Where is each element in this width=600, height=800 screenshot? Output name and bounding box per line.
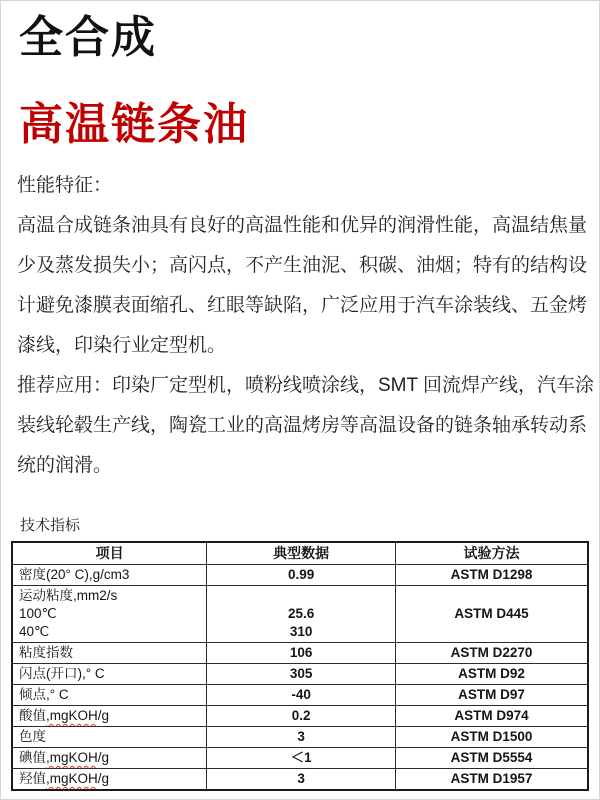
spec-method-cell: ASTM D92	[396, 664, 588, 685]
spec-item-cell: 酸值,mgKOH/g	[12, 706, 207, 727]
product-title: 全合成	[19, 13, 157, 62]
spec-value-cell: 25.6 310	[207, 586, 396, 643]
spec-method-cell: ASTM D445	[396, 586, 588, 643]
spec-row	[12, 664, 588, 685]
text-line: 高温合成链条油具有良好的高温性能和优异的润滑性能，高温结焦量	[17, 215, 588, 237]
text-line: 装线轮毂生产线，陶瓷工业的高温烤房等高温设备的链条轴承转动系	[17, 415, 588, 437]
spec-row	[12, 643, 588, 664]
spec-item-cell: 色度	[12, 727, 207, 748]
text-line: 漆线，印染行业定型机。	[17, 335, 227, 357]
application-paragraph	[17, 366, 595, 486]
col-header-method: 试验方法	[396, 542, 588, 565]
spec-value-cell: 106	[207, 643, 396, 664]
spec-method-cell: ASTM D1298	[396, 565, 588, 586]
description-block	[17, 166, 595, 486]
col-header-item: 项目	[12, 542, 207, 565]
table-caption: 技术指标	[20, 517, 81, 535]
spec-method-cell: ASTM D2270	[396, 643, 588, 664]
col-header-typical: 典型数据	[207, 542, 396, 565]
spec-method-cell: ASTM D1500	[396, 727, 588, 748]
spec-value-cell: -40	[207, 685, 396, 706]
text-line: 计避免漆膜表面缩孔、红眼等缺陷，广泛应用于汽车涂装线、五金烤	[17, 295, 588, 317]
text-line: 少及蒸发损失小；高闪点，不产生油泥、积碳、油烟；特有的结构设	[17, 255, 588, 277]
spec-table	[11, 541, 589, 791]
spec-value-cell: 0.99	[207, 565, 396, 586]
spec-row	[12, 586, 588, 643]
spec-value-cell: ＜1	[207, 748, 396, 769]
spec-method-cell: ASTM D974	[396, 706, 588, 727]
spec-value-cell: 0.2	[207, 706, 396, 727]
product-subtitle: 高温链条油	[19, 99, 249, 149]
spec-method-cell: ASTM D1957	[396, 769, 588, 791]
spec-item-cell: 碘值,mgKOH/g	[12, 748, 207, 769]
spec-item-cell: 羟值,mgKOH/g	[12, 769, 207, 791]
spec-value-cell: 305	[207, 664, 396, 685]
spec-row	[12, 565, 588, 586]
performance-heading: 性能特征：	[17, 175, 113, 197]
spec-row	[12, 706, 588, 727]
spec-item-cell: 倾点,° C	[12, 685, 207, 706]
spec-item-cell: 运动粘度,mm2/s 100℃ 40℃	[12, 586, 207, 643]
spec-item-cell: 粘度指数	[12, 643, 207, 664]
spec-row	[12, 685, 588, 706]
spec-row	[12, 769, 588, 791]
spec-value-cell: 3	[207, 769, 396, 791]
spec-item-cell: 闪点(开口),° C	[12, 664, 207, 685]
spec-row	[12, 748, 588, 769]
spec-row	[12, 727, 588, 748]
text-line: 统的润滑。	[17, 455, 113, 477]
spec-value-cell: 3	[207, 727, 396, 748]
spec-header-row	[12, 542, 588, 565]
spec-item-cell: 密度(20° C),g/cm3	[12, 565, 207, 586]
performance-paragraph	[17, 206, 588, 366]
spec-method-cell: ASTM D5554	[396, 748, 588, 769]
text-line: 推荐应用：印染厂定型机，喷粉线喷涂线，SMT 回流焊产线，汽车涂	[17, 375, 595, 397]
spec-method-cell: ASTM D97	[396, 685, 588, 706]
